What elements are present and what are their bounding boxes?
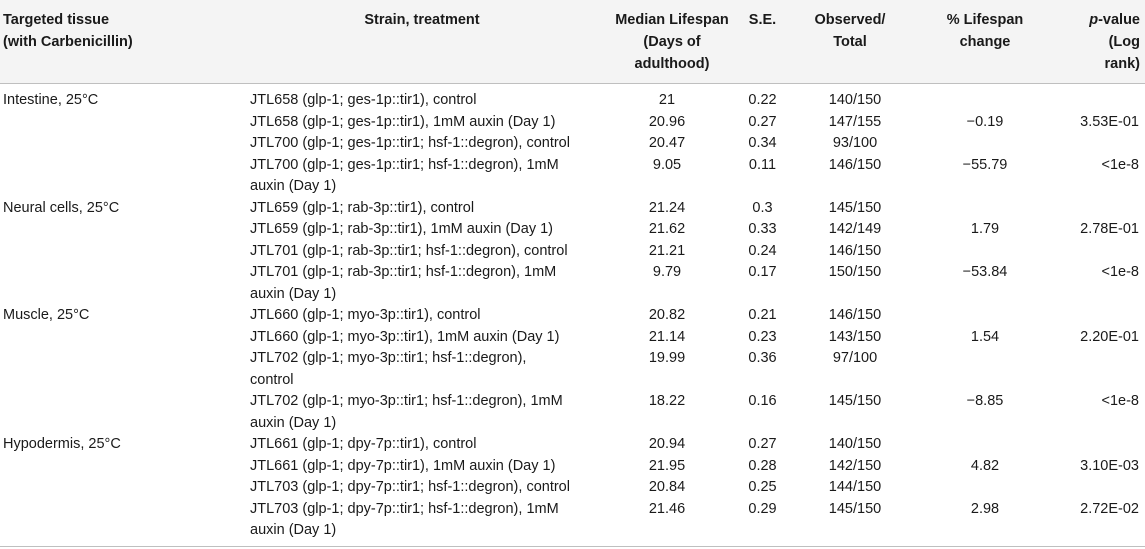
observed-total-cell: 146/150: [828, 156, 882, 173]
median-lifespan-cell: 20.47: [648, 135, 686, 151]
strain-treatment-cell: [250, 327, 595, 349]
strain-line-continued: auxin (Day 1): [250, 414, 337, 431]
p-value-cell: 3.53E-01: [1080, 113, 1139, 130]
strain-treatment-cell: [250, 477, 595, 499]
strain-line-continued: auxin (Day 1): [250, 522, 337, 538]
se-cell: 0.16: [748, 393, 777, 409]
observed-total-cell: 142/150: [828, 457, 882, 474]
strain-treatment-cell: [250, 155, 595, 198]
tissue-cell: Hypodermis, 25°C: [3, 436, 121, 452]
se-cell: 0.33: [748, 221, 777, 237]
se-cell: 0.27: [748, 436, 777, 452]
observed-total-cell: 145/150: [828, 500, 882, 517]
observed-total-cell: 145/150: [828, 393, 882, 409]
header-strain: Strain, treatment: [364, 12, 480, 28]
p-value-cell: 2.78E-01: [1080, 221, 1139, 237]
strain-line-continued: auxin (Day 1): [250, 178, 337, 194]
strain-line: JTL701 (glp-1; rab-3p::tir1; hsf-1::degron), 1mM: [250, 264, 557, 280]
se-cell: 0.28: [748, 457, 777, 474]
median-lifespan-cell: 20.82: [648, 307, 686, 323]
strain-line: JTL703 (glp-1; dpy-7p::tir1; hsf-1::degron), control: [250, 479, 570, 495]
header-pct-line1: % Lifespan: [946, 12, 1024, 28]
header-p-line2: (Log: [1108, 34, 1140, 50]
header-observed-total: [800, 9, 900, 53]
median-lifespan-cell: 18.22: [648, 393, 686, 409]
lifespan-change-cell: 2.98: [970, 500, 1000, 517]
observed-total-cell: 146/150: [828, 242, 882, 259]
header-se: S.E.: [748, 12, 777, 28]
strain-line-continued: control: [250, 371, 294, 388]
observed-total-cell: 145/150: [828, 199, 882, 216]
header-tissue-line1: Targeted tissue: [3, 12, 110, 28]
lifespan-change-cell: −0.19: [966, 113, 1004, 130]
header-median-lifespan: [607, 9, 737, 75]
strain-line: JTL658 (glp-1; ges-1p::tir1), 1mM auxin (Day 1): [250, 113, 556, 130]
tissue-cell: Muscle, 25°C: [3, 307, 90, 323]
header-p-value: [1070, 9, 1140, 75]
strain-line: JTL703 (glp-1; dpy-7p::tir1; hsf-1::degron), 1mM: [250, 500, 559, 517]
lifespan-change-cell: 1.54: [970, 328, 1000, 345]
header-lifespan-change: [930, 9, 1040, 53]
p-value-cell: <1e-8: [1101, 156, 1139, 173]
se-cell: 0.25: [748, 479, 777, 495]
strain-treatment-cell: [250, 348, 595, 391]
p-value-cell: <1e-8: [1101, 393, 1139, 409]
observed-total-cell: 144/150: [828, 479, 882, 495]
header-tissue-line2: (with Carbenicillin): [3, 34, 133, 50]
header-median-line2: (Days of: [643, 34, 701, 50]
median-lifespan-cell: 21.62: [648, 221, 686, 237]
strain-line: JTL660 (glp-1; myo-3p::tir1), 1mM auxin (Day 1): [250, 328, 560, 345]
se-cell: 0.23: [748, 328, 777, 345]
strain-treatment-cell: [250, 219, 595, 241]
strain-treatment-cell: [250, 262, 595, 305]
header-median-line3: adulthood): [634, 56, 710, 72]
strain-line-continued: auxin (Day 1): [250, 285, 337, 302]
strain-line: JTL658 (glp-1; ges-1p::tir1), control: [250, 92, 477, 108]
p-value-cell: 2.20E-01: [1080, 328, 1139, 345]
strain-treatment-cell: [250, 241, 595, 263]
strain-treatment-cell: [250, 499, 595, 542]
strain-treatment-cell: [250, 456, 595, 478]
strain-line: JTL659 (glp-1; rab-3p::tir1), 1mM auxin (Day 1): [250, 221, 553, 237]
header-p-line3: rank): [1104, 56, 1140, 72]
observed-total-cell: 93/100: [832, 135, 878, 151]
median-lifespan-cell: 9.05: [652, 156, 682, 173]
header-obs-line1: Observed/: [814, 12, 886, 28]
header-obs-line2: Total: [833, 34, 867, 50]
se-cell: 0.27: [748, 113, 777, 130]
strain-line: JTL702 (glp-1; myo-3p::tir1; hsf-1::degron),: [250, 350, 527, 366]
observed-total-cell: 140/150: [828, 92, 882, 108]
header-p-rest: -value: [1098, 12, 1140, 28]
se-cell: 0.21: [748, 307, 777, 323]
median-lifespan-cell: 21.14: [648, 328, 686, 345]
median-lifespan-cell: 21.95: [648, 457, 686, 474]
strain-treatment-cell: [250, 90, 595, 112]
se-cell: 0.34: [748, 135, 777, 151]
median-lifespan-cell: 21: [658, 92, 676, 108]
se-cell: 0.11: [748, 156, 777, 173]
strain-treatment-cell: [250, 112, 595, 134]
header-p-italic: p: [1089, 12, 1099, 28]
lifespan-change-cell: 1.79: [970, 221, 1000, 237]
strain-treatment-cell: [250, 434, 595, 456]
strain-treatment-cell: [250, 198, 595, 220]
header-p-line1: [1070, 9, 1140, 31]
lifespan-change-cell: 4.82: [970, 457, 1000, 474]
median-lifespan-cell: 21.24: [648, 199, 686, 216]
lifespan-change-cell: −53.84: [962, 264, 1008, 280]
header-targeted-tissue: [3, 9, 223, 53]
se-cell: 0.24: [748, 242, 777, 259]
strain-line: JTL700 (glp-1; ges-1p::tir1; hsf-1::degron), 1mM: [250, 156, 559, 173]
observed-total-cell: 140/150: [828, 436, 882, 452]
table-header: [0, 0, 1145, 83]
median-lifespan-cell: 20.96: [648, 113, 686, 130]
median-lifespan-cell: 20.94: [648, 436, 686, 452]
observed-total-cell: 150/150: [828, 264, 882, 280]
p-value-cell: 3.10E-03: [1080, 457, 1139, 474]
strain-line: JTL661 (glp-1; dpy-7p::tir1), 1mM auxin (Day 1): [250, 457, 556, 474]
observed-total-cell: 97/100: [832, 350, 878, 366]
observed-total-cell: 143/150: [828, 328, 882, 345]
se-cell: 0.3: [752, 199, 773, 216]
strain-line: JTL659 (glp-1; rab-3p::tir1), control: [250, 199, 475, 216]
strain-treatment-cell: [250, 133, 595, 155]
tissue-cell: Neural cells, 25°C: [3, 199, 120, 216]
median-lifespan-cell: 19.99: [648, 350, 686, 366]
strain-line: JTL660 (glp-1; myo-3p::tir1), control: [250, 307, 481, 323]
strain-line: JTL701 (glp-1; rab-3p::tir1; hsf-1::degron), control: [250, 242, 568, 259]
strain-treatment-cell: [250, 305, 595, 327]
se-cell: 0.17: [748, 264, 777, 280]
header-pct-line2: change: [959, 34, 1011, 50]
observed-total-cell: 147/155: [828, 113, 882, 130]
p-value-cell: <1e-8: [1101, 264, 1139, 280]
strain-line: JTL702 (glp-1; myo-3p::tir1; hsf-1::degron), 1mM: [250, 393, 563, 409]
strain-line: JTL700 (glp-1; ges-1p::tir1; hsf-1::degron), control: [250, 135, 570, 151]
se-cell: 0.36: [748, 350, 777, 366]
bottom-divider: [0, 546, 1145, 547]
header-divider: [0, 83, 1145, 84]
se-cell: 0.22: [748, 92, 777, 108]
strain-line: JTL661 (glp-1; dpy-7p::tir1), control: [250, 436, 477, 452]
median-lifespan-cell: 21.46: [648, 500, 686, 517]
observed-total-cell: 142/149: [828, 221, 882, 237]
observed-total-cell: 146/150: [828, 307, 882, 323]
p-value-cell: 2.72E-02: [1080, 500, 1139, 517]
median-lifespan-cell: 20.84: [648, 479, 686, 495]
median-lifespan-cell: 9.79: [652, 264, 682, 280]
lifespan-change-cell: −8.85: [966, 393, 1004, 409]
tissue-cell: Intestine, 25°C: [3, 92, 99, 108]
lifespan-change-cell: −55.79: [962, 156, 1008, 173]
median-lifespan-cell: 21.21: [648, 242, 686, 259]
strain-treatment-cell: [250, 391, 595, 434]
header-median-line1: Median Lifespan: [615, 12, 729, 28]
se-cell: 0.29: [748, 500, 777, 517]
